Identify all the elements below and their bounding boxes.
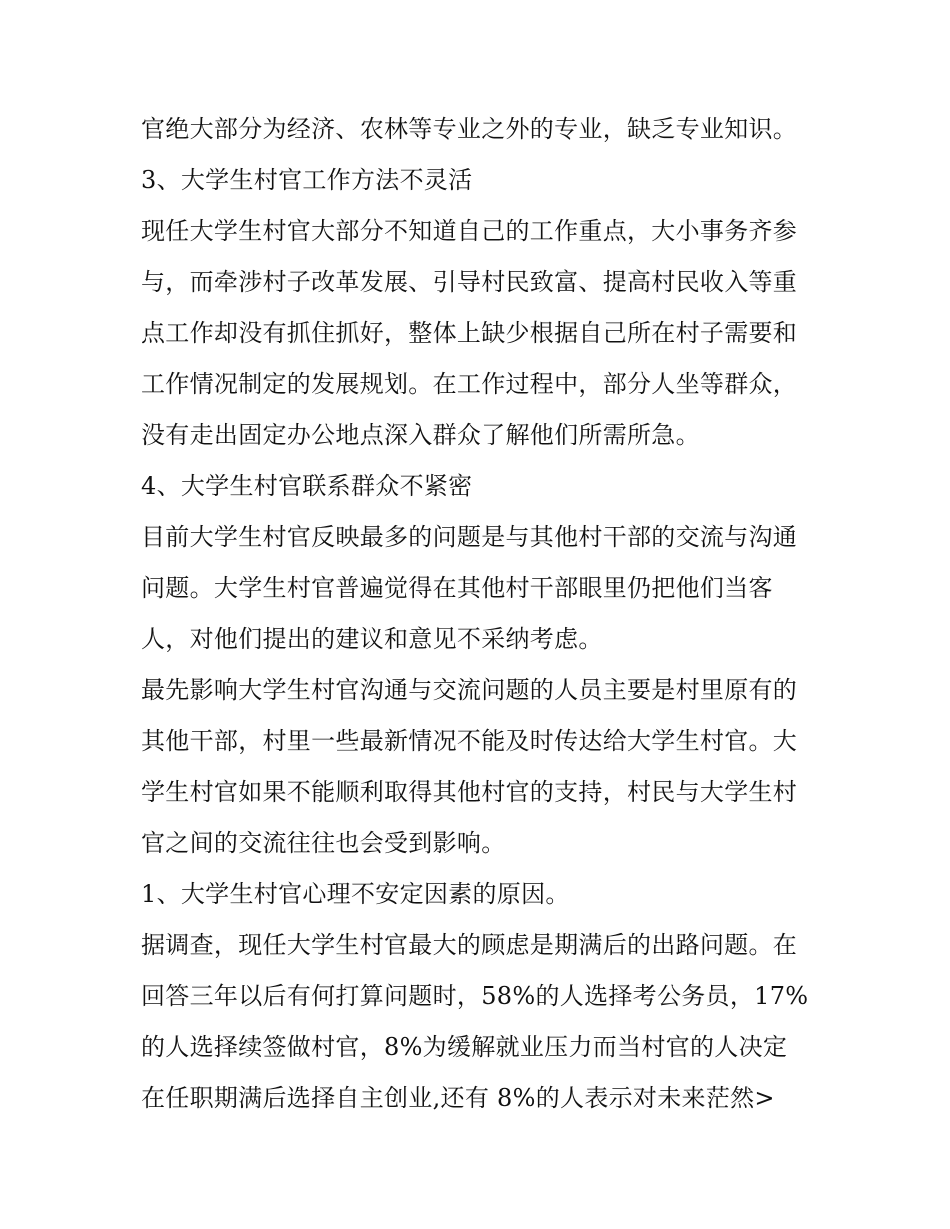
text-line: 其他干部，村里一些最新情况不能及时传达给大学生村官。大: [141, 727, 798, 755]
text-line: 问题。大学生村官普遍觉得在其他村干部眼里仍把他们当客: [141, 574, 773, 602]
text-line: 据调查，现任大学生村官最大的顾虑是期满后的出路问题。在: [141, 931, 798, 959]
text-line: 的人选择续签做村官，8%为缓解就业压力而当村官的人决定: [141, 1033, 788, 1061]
text-line: 人，对他们提出的建议和意见不采纳考虑。: [141, 625, 603, 653]
text-line: 官绝大部分为经济、农林等专业之外的专业，缺乏专业知识。: [141, 115, 798, 143]
document-body: [141, 104, 821, 1124]
text-line: 回答三年以后有何打算问题时，58%的人选择考公务员，17%: [141, 982, 809, 1010]
section-heading: 1、大学生村官心理不安定因素的原因。: [141, 880, 570, 908]
text-line: 目前大学生村官反映最多的问题是与其他村干部的交流与沟通: [141, 523, 798, 551]
section-heading: 3、大学生村官工作方法不灵活: [141, 166, 473, 194]
text-line: 在任职期满后选择自主创业,还有 8%的人表示对未来茫然>: [141, 1084, 775, 1112]
text-line: 最先影响大学生村官沟通与交流问题的人员主要是村里原有的: [141, 676, 798, 704]
text-line: 没有走出固定办公地点深入群众了解他们所需所急。: [141, 421, 700, 449]
text-line: 工作情况制定的发展规划。在工作过程中，部分人坐等群众，: [141, 370, 798, 398]
text-line: 现任大学生村官大部分不知道自己的工作重点，大小事务齐参: [141, 217, 798, 245]
text-line: 学生村官如果不能顺利取得其他村官的支持，村民与大学生村: [141, 778, 798, 806]
text-line: 与，而牵涉村子改革发展、引导村民致富、提高村民收入等重: [141, 268, 798, 296]
text-line: 官之间的交流往往也会受到影响。: [141, 829, 506, 857]
text-line: 点工作却没有抓住抓好，整体上缺少根据自己所在村子需要和: [141, 319, 798, 347]
section-heading: 4、大学生村官联系群众不紧密: [141, 472, 473, 500]
